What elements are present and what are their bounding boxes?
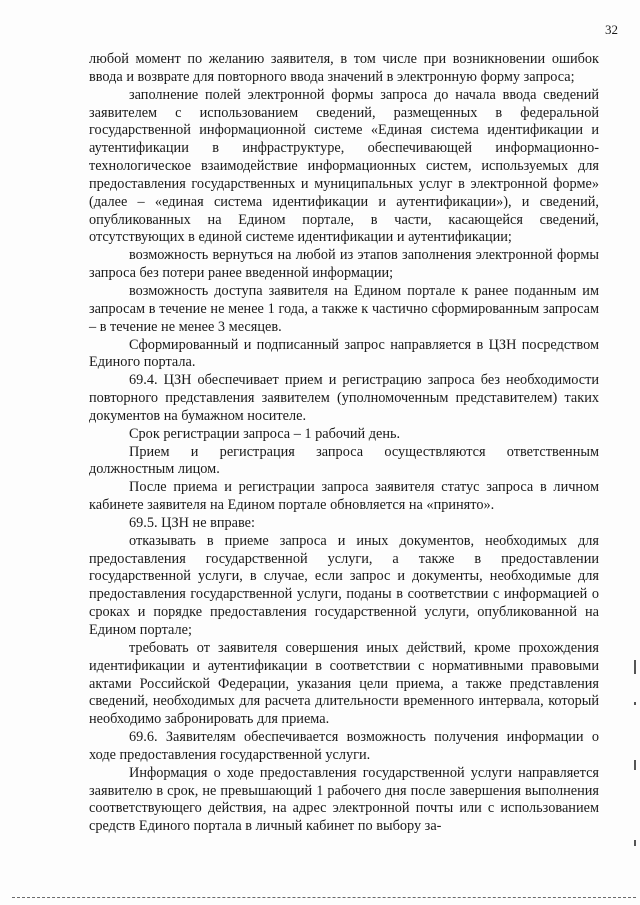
scan-artifact (634, 760, 636, 770)
paragraph: заполнение полей электронной формы запроса до начала ввода сведений заявителем с использованием сведений, размещенных в федеральной государственной информационной системе «Единая система идентификации и аутентификации в инфраструктуре, обеспечивающей информационно-технологическое взаимодействие информационных систем, используемых для предоставления государственных и муниципальных услуг в электронной форме» (далее – «единая система идентификации и аутентификации»), и сведений, опубликованных на Едином портале, в части, касающейся сведений, отсутствующих в единой системе идентификации и аутентификации; (89, 86, 599, 246)
page-number: 32 (605, 22, 618, 37)
paragraph: После приема и регистрации запроса заявителя статус запроса в личном кабинете заявителя на Едином портале обновляется на «принято». (89, 479, 599, 514)
scan-artifact (634, 660, 636, 674)
paragraph: отказывать в приеме запроса и иных документов, необходимых для предоставления государственной услуги, а также в предоставлении государственной услуги, в случае, если запрос и документы, необходимые для предоставления государственной услуги, поданы в соответствии с информацией о сроках и порядке предоставления государственной услуги, опубликованной на Едином портале; (89, 532, 599, 638)
document-body (89, 51, 599, 836)
paragraph-69-6: 69.6. Заявителям обеспечивается возможность получения информации о ходе предоставления государственной услуги. (89, 729, 599, 763)
paragraph: Прием и регистрация запроса осуществляются ответственным должностным лицом. (89, 443, 599, 478)
paragraph: Информация о ходе предоставления государственной услуги направляется заявителю в срок, не превышающий 1 рабочего дня после завершения выполнения соответствующего действия, на адрес электронной почты или с использованием средств Единого портала в личный кабинет по выбору за- (89, 764, 599, 835)
paragraph-69-4: 69.4. ЦЗН обеспечивает прием и регистрацию запроса без необходимости повторного представления заявителем (уполномоченным представителем) таких документов на бумажном носителе. (89, 372, 599, 424)
paragraph-69-5: 69.5. ЦЗН не вправе: (129, 514, 256, 531)
scan-artifact (634, 840, 636, 846)
paragraph: любой момент по желанию заявителя, в том числе при возникновении ошибок ввода и возврате для повторного ввода значений в электронную форму запроса; (89, 51, 599, 85)
paragraph: возможность вернуться на любой из этапов заполнения электронной формы запроса без потери ранее введенной информации; (89, 247, 599, 282)
paragraph: Сформированный и подписанный запрос направляется в ЦЗН посредством Единого портала. (89, 336, 599, 371)
paragraph: возможность доступа заявителя на Едином портале к ранее поданным им запросам в течение не менее 1 года, а также к частично сформированным запросам – в течение не менее 3 месяцев. (89, 282, 599, 335)
scan-edge-line (12, 897, 636, 898)
paragraph: требовать от заявителя совершения иных действий, кроме прохождения идентификации и аутентификации в соответствии с нормативными правовыми актами Российской Федерации, указания цели приема, а также представления сведений, необходимых для расчета длительности временного интервала, который необходимо забронировать для приема. (89, 639, 599, 728)
paragraph: Срок регистрации запроса – 1 рабочий день. (129, 425, 401, 442)
scan-artifact (634, 702, 636, 705)
